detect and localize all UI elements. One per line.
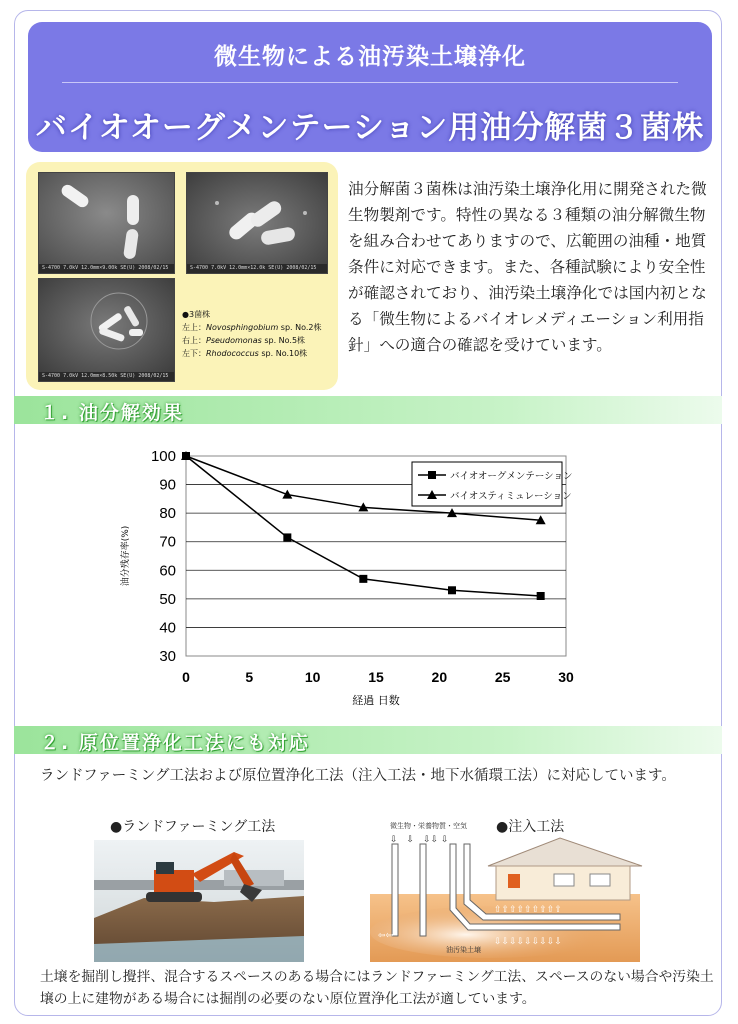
section-2-header <box>14 726 722 754</box>
y-tick-label: 40 <box>159 619 176 637</box>
x-tick-label: 20 <box>431 669 448 685</box>
y-tick-label: 80 <box>159 505 176 523</box>
section-1-header <box>14 396 722 424</box>
data-point-square <box>359 575 367 583</box>
short-rod-bacteria-image <box>187 173 327 273</box>
data-point-square <box>448 586 456 594</box>
landfarming-photo <box>94 840 304 962</box>
sem-caption-1: S-4700 7.0kV 12.0mm×9.00k SE(U) 2008/02/15 <box>39 264 174 273</box>
legend-label: バイオオーグメンテーション <box>450 471 573 482</box>
legend-label: バイオスティミュレーション <box>450 491 572 502</box>
y-tick-label: 60 <box>159 562 176 580</box>
branched-bacteria-image <box>39 279 174 381</box>
house-icon <box>488 838 642 900</box>
intro-paragraph: 油分解菌３菌株は油汚染土壌浄化用に開発された微生物製剤です。特性の異なる３種類の油分解微生物を組み合わせてありますので、広範囲の油種・地質条件に対応できます。また、各種試験により安全性が確認されており、油汚染土壌浄化では国内初となる「微生物によるバイオレメディエーション利用指針」への適合の確認を受けています。 <box>348 180 707 354</box>
y-tick-label: 30 <box>159 648 176 665</box>
sem-photo-pseudomonas <box>186 172 328 274</box>
soil-label: 油汚染土壌 <box>446 946 481 954</box>
header-divider <box>62 82 678 83</box>
y-tick-label: 90 <box>159 476 176 494</box>
x-tick-label: 5 <box>245 669 254 685</box>
legend-marker-square <box>428 471 436 479</box>
svg-text:⇩⇩⇩⇩⇩⇩⇩⇩⇩: ⇩⇩⇩⇩⇩⇩⇩⇩⇩ <box>494 937 562 947</box>
sem-caption-2: S-4700 7.0kV 12.0mm×12.0k SE(U) 2008/02/15 <box>187 264 327 273</box>
x-tick-label: 15 <box>368 669 384 685</box>
injection-label: ●注入工法 <box>496 819 565 835</box>
y-tick-label: 50 <box>159 590 176 608</box>
data-point-square <box>283 533 291 541</box>
injection-material-label: 微生物・栄養物質・空気 <box>390 822 467 830</box>
x-axis-label: 経過 日数 <box>352 694 400 707</box>
x-tick-label: 0 <box>182 669 190 685</box>
x-tick-label: 10 <box>304 669 321 685</box>
page-title: バイオオーグメンテーション用油分解菌３菌株 <box>35 110 705 146</box>
data-point-square <box>537 592 545 600</box>
svg-text:⇧⇧⇧⇧⇧⇧⇧⇧⇧: ⇧⇧⇧⇧⇧⇧⇧⇧⇧ <box>494 905 562 915</box>
strain-line-3: 左下：Rhodococcus sp. No.10株 <box>182 349 308 358</box>
landfarming-label: ●ランドファーミング工法 <box>110 819 276 835</box>
sem-caption-3: S-4700 7.0kV 12.0mm×8.50k SE(U) 2008/02/15 <box>39 372 174 381</box>
section-2-text: ランドファーミング工法および原位置浄化工法（注入工法・地下水循環工法）に対応しています。 <box>40 768 676 784</box>
sem-photo-novosphingobium <box>38 172 175 274</box>
strain-line-2: 右上：Pseudomonas sp. No.5株 <box>182 336 306 345</box>
strain-legend-title: ●3菌株 <box>182 310 211 319</box>
strain-line-1: 左上：Novosphingobium sp. No.2株 <box>182 323 322 332</box>
down-arrows: ⇩ ⇩ ⇩⇩ ⇩ <box>390 835 449 845</box>
section-2-footer: 土壌を掘削し攪拌、混合するスペースのある場合にはランドファーミング工法、スペースのない場合や汚染土壌の上に建物がある場合には掘削の必要のない原位置浄化工法が適しています。 <box>40 969 714 1007</box>
y-axis-label: 油分残存率(%) <box>121 525 131 587</box>
rod-bacteria-image <box>39 173 174 273</box>
sem-photo-rhodococcus <box>38 278 175 382</box>
injection-diagram <box>370 816 650 962</box>
header-subtitle: 微生物による油汚染土壌浄化 <box>214 44 526 70</box>
x-tick-label: 25 <box>494 669 511 685</box>
header-banner <box>28 22 712 152</box>
y-tick-label: 100 <box>150 448 176 465</box>
section-1-title: １. 油分解効果 <box>40 402 184 424</box>
x-tick-label: 30 <box>558 669 574 685</box>
oil-degradation-chart <box>100 436 600 716</box>
section-2-title: ２. 原位置浄化工法にも対応 <box>40 732 310 754</box>
excavator-image <box>94 840 304 962</box>
strain-legend <box>182 308 332 360</box>
svg-text:⇦⇦: ⇦⇦ <box>378 931 394 941</box>
y-tick-label: 70 <box>159 533 176 551</box>
